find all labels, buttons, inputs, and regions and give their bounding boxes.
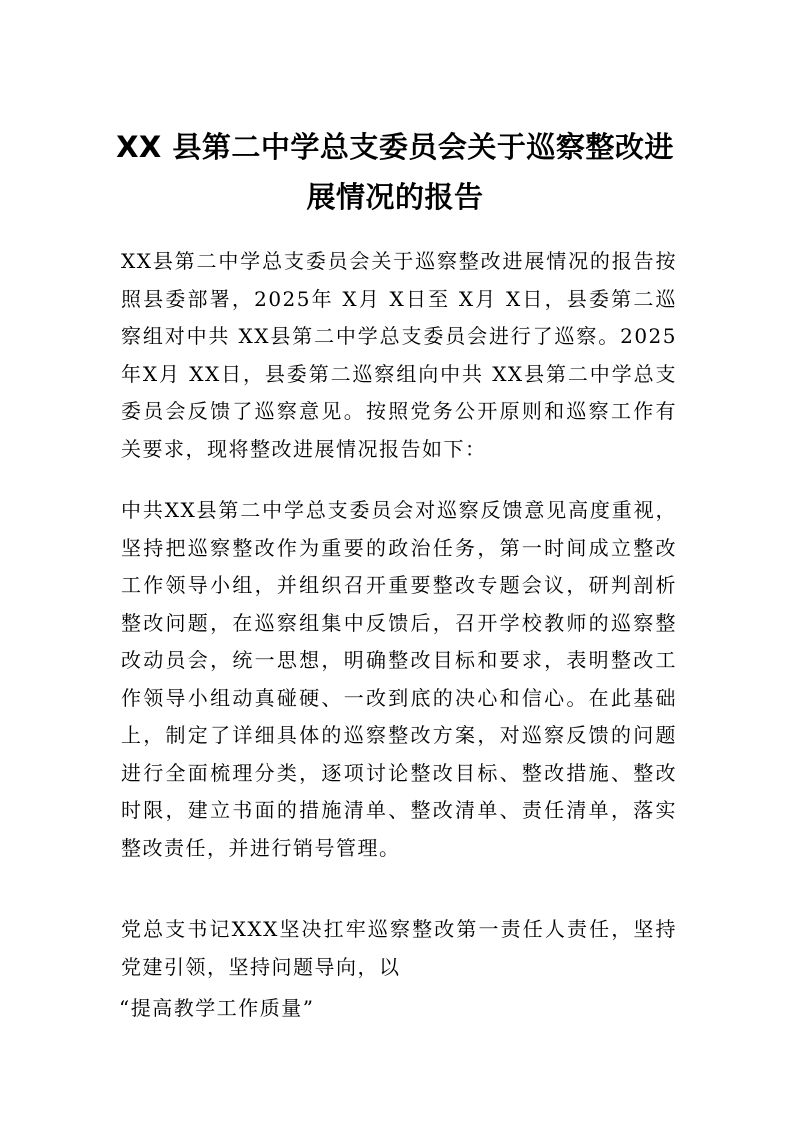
paragraph-rectification-measures: 中共XX县第二中学总支委员会对巡察反馈意见高度重视，坚持把巡察整改作为重要的政治任务，第一时间成立整改工作领导小组，并组织召开重要整改专题会议，研判剖析整改问题，在巡察组集中反馈后，召开学校教师的巡察整改动员会，统一思想，明确整改目标和要求，表明整改工作领导小组动真碰硬、一改到底的决心和信心。在此基础上，制定了详细具体的巡察整改方案，对巡察反馈的问题进行全面梳理分类，逐项讨论整改目标、整改措施、整改时限，建立书面的措施清单、整改清单、责任清单，落实整改责任，并进行销号管理。 <box>121 498 677 860</box>
paragraph-intro: XX县第二中学总支委员会关于巡察整改进展情况的报告按照县委部署，2025年 X月 X日至 X月 X日，县委第二巡察组对中共 XX县第二中学总支委员会进行了巡察。2025年X月 XX日，县委第二巡察组向中共 XX县第二中学总支委员会反馈了巡察意见。按照党务公开原则和巡察工作有关要求，现将整改进展情况报告如下： <box>121 249 677 461</box>
document-title: XX 县第二中学总支委员会关于巡察整改进展情况的报告 <box>116 130 674 214</box>
paragraph-party-secretary: 党总支书记XXX坚决扛牢巡察整改第一责任人责任，坚持党建引领，坚持问题导向，以 <box>121 917 677 979</box>
paragraph-quote: “提高教学工作质量” <box>119 996 315 1020</box>
